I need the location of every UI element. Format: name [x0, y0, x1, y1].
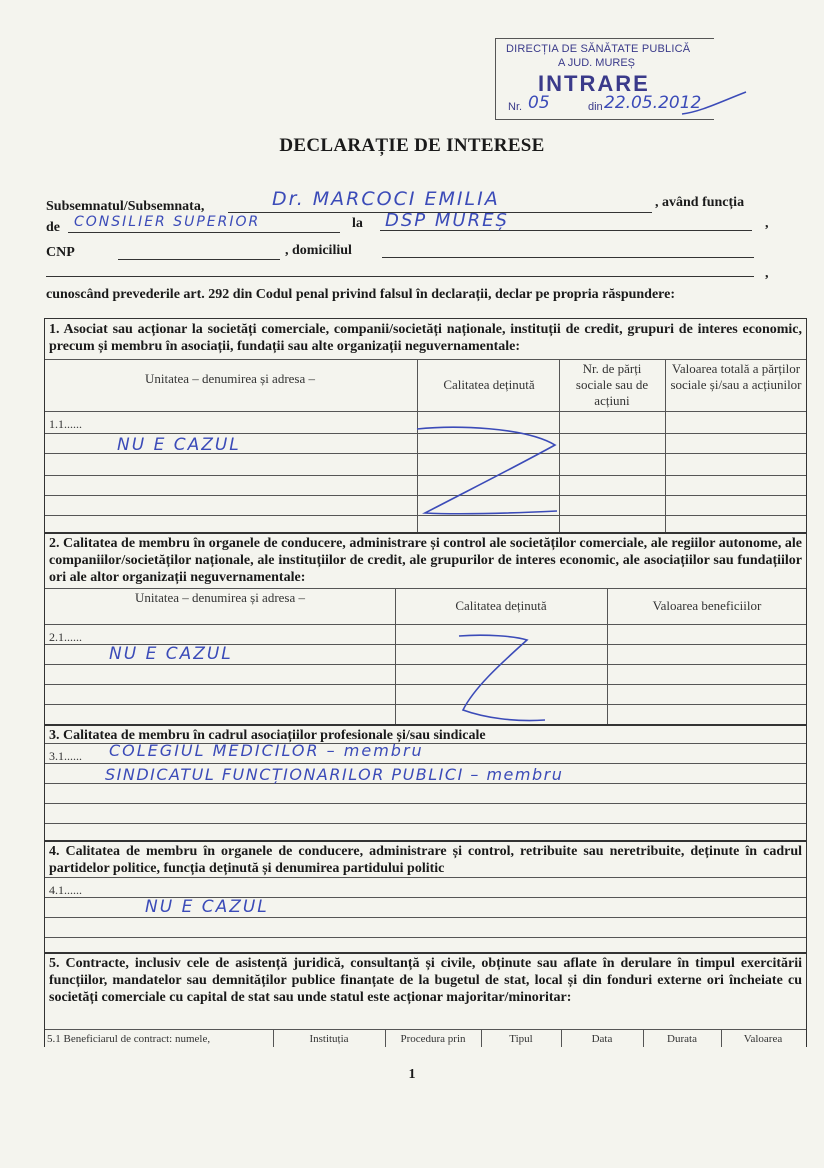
- section-2-z-strike-icon: [455, 630, 555, 728]
- section-1-heading: 1. Asociat sau acționar la societăți comerciale, companii/societăți naționale, instituții de credit, grupuri de interes economic, precum și membru în asociații, fundații sau alte organizații neguvernamentale:: [49, 322, 802, 354]
- section-5-col-durata: Durata: [667, 1033, 697, 1045]
- stamp-nr-label: Nr.: [508, 101, 523, 113]
- section-1-col-nr-parti: Nr. de părți sociale sau de acțiuni: [575, 361, 649, 408]
- stamp-nr-value: 05: [528, 93, 550, 113]
- section-5-col-beneficiar: 5.1 Beneficiarul de contract: numele,: [47, 1033, 211, 1045]
- page-number: 1: [408, 1067, 416, 1082]
- section-5-col-valoarea: Valoarea: [743, 1033, 783, 1045]
- section-3: [44, 724, 807, 842]
- section-1: [44, 318, 807, 534]
- comma-1: ,: [765, 216, 769, 231]
- functia-line: [68, 232, 340, 233]
- section-2-col-valoarea: Valoarea beneficiilor: [652, 598, 762, 613]
- section-2-handwritten: NU E CAZUL: [109, 644, 233, 664]
- stamp-date-value: 22.05.2012: [604, 93, 702, 113]
- stamp-din-label: din: [588, 101, 603, 113]
- section-3-heading: 3. Calitatea de membru în cadrul asociațiilor profesionale și/sau sindicale: [49, 728, 486, 743]
- cnp-line: [118, 259, 280, 260]
- stamp-line-3: INTRARE: [538, 71, 650, 96]
- name-value: Dr. MARCOCI EMILIA: [272, 188, 500, 210]
- cnp-label: CNP: [46, 245, 75, 260]
- domiciliul-line-2: [46, 276, 754, 277]
- section-1-row-label: 1.1......: [49, 417, 82, 431]
- section-1-col-calitatea: Calitatea deținută: [443, 377, 535, 392]
- functia-label: , având funcția: [655, 195, 745, 210]
- section-3-handwritten-1: COLEGIUL MEDICILOR – membru: [109, 741, 424, 760]
- section-2: [44, 532, 807, 726]
- la-label: la: [352, 216, 363, 231]
- domiciliul-line: [382, 257, 754, 258]
- section-4: [44, 840, 807, 954]
- section-5-col-institutia: Instituția: [309, 1033, 349, 1045]
- signature-swoosh-icon: [680, 88, 750, 118]
- section-1-handwritten: NU E CAZUL: [117, 435, 241, 455]
- section-2-heading: 2. Calitatea de membru în organele de conducere, administrare și control ale societăților comerciale, ale regiilor autonome, ale companiilor/societăților naționale, ale instituțiilor de credit, ale grupurilor de interes economic, ale asociațiilor sau fundațiilor ori ale altor organizații neguvernamentale:: [49, 536, 802, 585]
- section-4-row-label: 4.1......: [49, 883, 82, 897]
- section-1-col-valoarea: Valoarea totală a părților sociale și/sau a acțiunilor: [670, 361, 802, 392]
- section-5-col-data: Data: [591, 1033, 613, 1045]
- section-1-z-strike-icon: [415, 421, 565, 517]
- cunoscand-text: cunoscând prevederile art. 292 din Codul penal privind falsul în declarații, declar pe propria răspundere:: [46, 287, 676, 302]
- comma-2: ,: [765, 266, 769, 281]
- section-5-col-procedura: Procedura prin: [400, 1033, 466, 1045]
- section-4-heading: 4. Calitatea de membru în organele de conducere, administrare și control, retribuite sau neretribuite, deținute în cadrul partidelor politice, funcția deținută și denumirea partidului politic: [49, 844, 802, 876]
- subsemnatul-label: Subsemnatul/Subsemnata,: [46, 199, 205, 214]
- section-2-row-label: 2.1......: [49, 630, 82, 644]
- section-2-col-unitatea: Unitatea – denumirea și adresa –: [134, 590, 305, 605]
- section-1-table: [45, 359, 806, 533]
- section-3-handwritten-2: SINDICATUL FUNCȚIONARILOR PUBLICI – membru: [105, 765, 564, 784]
- section-5: [44, 952, 807, 1047]
- functia-value: CONSILIER SUPERIOR: [74, 214, 261, 230]
- de-label: de: [46, 220, 60, 235]
- section-2-col-calitatea: Calitatea deținută: [455, 598, 547, 613]
- stamp-line-1: DIRECȚIA DE SĂNĂTATE PUBLICĂ: [506, 43, 691, 55]
- section-5-col-tipul: Tipul: [509, 1033, 533, 1045]
- section-2-table: [45, 588, 806, 725]
- section-5-heading: 5. Contracte, inclusiv cele de asistență juridică, consultanță și civile, obținute sau aflate în derulare în timpul exercitării funcțiilor, mandatelor sau demnităților publice finanțate de la bugetul de stat, local și din fonduri externe ori încheiate cu societăți comerciale cu capital de stat sau unde statul este acționar majoritar/minoritar:: [49, 956, 802, 1005]
- section-1-col-unitatea: Unitatea – denumirea și adresa –: [144, 371, 315, 386]
- section-3-row-label: 3.1......: [49, 749, 82, 763]
- page-title: DECLARAȚIE DE INTERESE: [279, 135, 545, 156]
- la-value: DSP MUREȘ: [385, 210, 509, 231]
- domiciliul-label: , domiciliul: [285, 243, 352, 258]
- section-4-handwritten: NU E CAZUL: [145, 897, 269, 917]
- section-5-table-header: [45, 1029, 806, 1047]
- stamp-line-2: A JUD. MUREȘ: [558, 57, 636, 69]
